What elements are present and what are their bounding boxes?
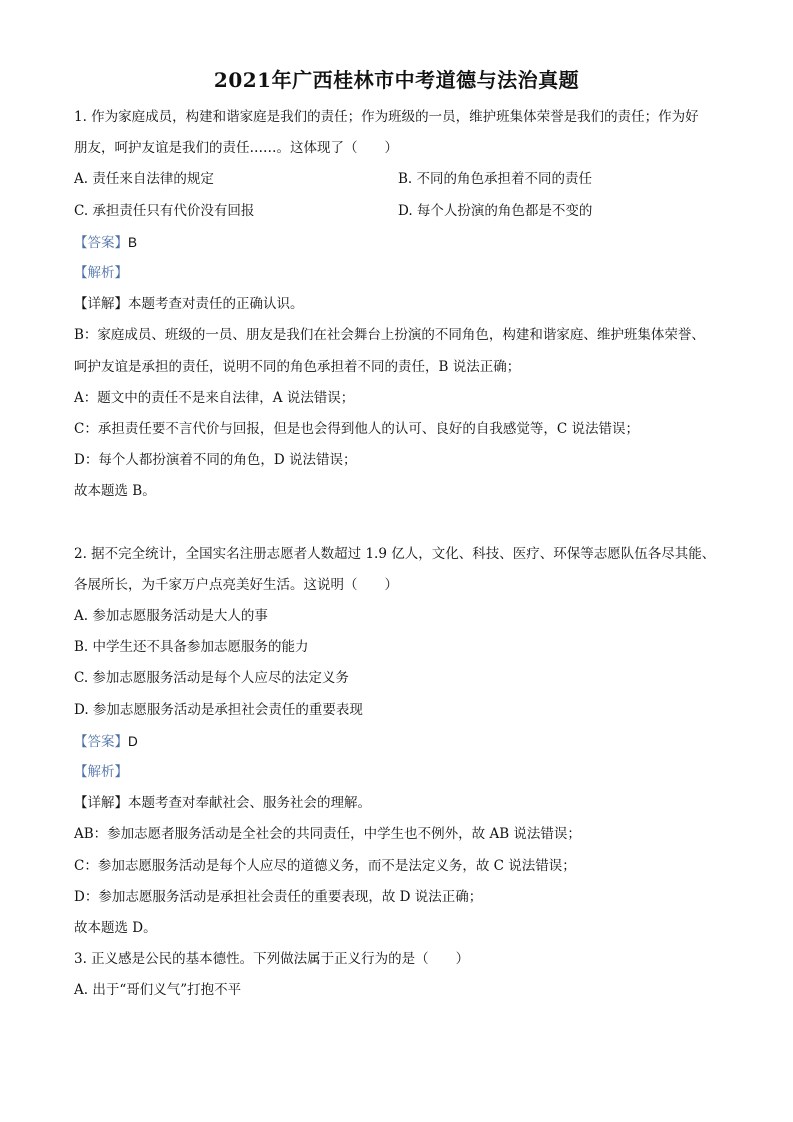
- answer-label: 【答案】: [74, 733, 128, 750]
- detail-line: [74, 289, 734, 320]
- question-stem: 朋友，呵护友谊是我们的责任……。这体现了（ ）: [74, 140, 398, 157]
- explanation-line: 故本题选 D。: [74, 919, 157, 936]
- question-3: [74, 944, 734, 1006]
- detail-label: 【详解】: [74, 795, 128, 812]
- option-a: A. 出于“哥们义气”打抱不平: [74, 982, 242, 999]
- option-c: C. 参加志愿服务活动是每个人应尽的法定义务: [74, 670, 349, 687]
- question-2: [74, 539, 734, 944]
- analysis-label: 【解析】: [74, 763, 128, 780]
- option-a: A. 参加志愿服务活动是大人的事: [74, 608, 268, 624]
- option-b: B. 中学生还不具备参加志愿服务的能力: [74, 639, 309, 656]
- answer-line: [74, 726, 734, 757]
- explanation-line: D：每个人都扮演着不同的角色，D 说法错误；: [74, 452, 357, 469]
- explanation-line: C：承担责任要不言代价与回报，但是也会得到他人的认可、良好的自我感觉等，C 说法错误；: [74, 420, 639, 437]
- detail-text: 本题考查对奉献社会、服务社会的理解。: [128, 795, 371, 812]
- explanation-line: 故本题选 B。: [74, 483, 156, 500]
- detail-text: 本题考查对责任的正确认识。: [128, 296, 304, 313]
- option-b: B. 不同的角色承担着不同的责任: [398, 171, 593, 188]
- question-1: [74, 102, 734, 507]
- answer-label: 【答案】: [74, 234, 128, 251]
- answer-line: [74, 227, 734, 258]
- detail-label: 【详解】: [74, 296, 128, 313]
- explanation-line: B：家庭成员、班级的一员、朋友是我们在社会舞台上扮演的不同角色，构建和谐家庭、维护班集体荣誉、: [74, 327, 705, 344]
- question-stem: 3. 正义感是公民的基本德性。下列做法属于正义行为的是（ ）: [74, 951, 470, 968]
- option-c: C. 承担责任只有代价没有回报: [74, 202, 255, 219]
- option-d: D. 每个人扮演的角色都是不变的: [398, 202, 593, 219]
- document-body: [74, 102, 734, 1006]
- question-stem: 各展所长，为千家万户点亮美好生活。这说明（ ）: [74, 576, 398, 593]
- option-d: D. 参加志愿服务活动是承担社会责任的重要表现: [74, 701, 363, 718]
- answer-value: D: [128, 733, 138, 749]
- question-stem: 1. 作为家庭成员，构建和谐家庭是我们的责任；作为班级的一员，维护班集体荣誉是我们的责任；作为好: [74, 109, 699, 125]
- question-stem: 2. 据不完全统计，全国实名注册志愿者人数超过 1.9 亿人，文化、科技、医疗、环保等志愿队伍各尽其能、: [74, 545, 716, 562]
- explanation-line: 呵护友谊是承担的责任，说明不同的角色承担着不同的责任，B 说法正确；: [74, 358, 521, 375]
- option-a: A. 责任来自法律的规定: [74, 171, 214, 188]
- explanation-line: D：参加志愿服务活动是承担社会责任的重要表现，故 D 说法正确；: [74, 888, 483, 905]
- explanation-line: C：参加志愿服务活动是每个人应尽的道德义务，而不是法定义务，故 C 说法错误；: [74, 857, 576, 874]
- detail-line: [74, 788, 734, 819]
- page-title: 2021年广西桂林市中考道德与法治真题: [213, 68, 580, 92]
- analysis-label: 【解析】: [74, 264, 128, 281]
- explanation-line: A：题文中的责任不是来自法律，A 说法错误；: [74, 389, 355, 406]
- explanation-line: AB：参加志愿者服务活动是全社会的共同责任，中学生也不例外，故 AB 说法错误；: [74, 826, 581, 843]
- answer-value: B: [128, 234, 138, 250]
